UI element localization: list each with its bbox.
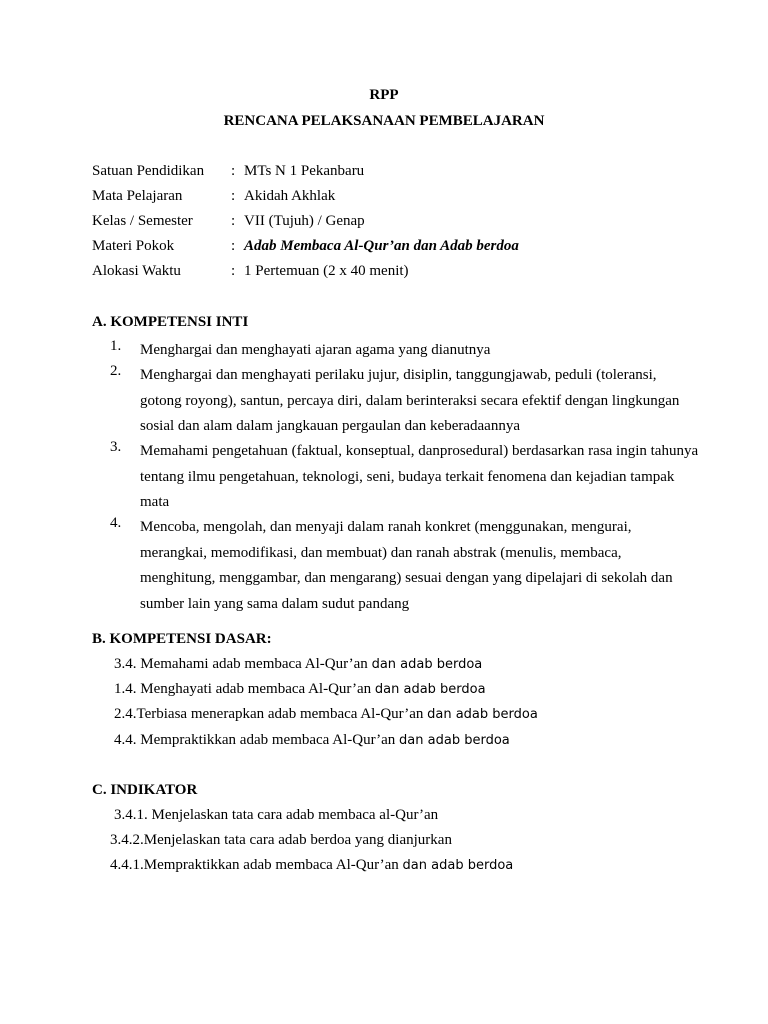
identity-separator: : — [231, 188, 236, 204]
list-text: Menghargai dan menghayati perilaku jujur, disiplin, tanggungjawab, peduli (toleransi, gotong royong), santun, percaya diri, dalam berinteraksi secara efektif dengan lingkungan sosial dan alam dalam jangkauan pergaulan dan keberadaannya — [140, 367, 680, 434]
list-text: Mencoba, mengolah, dan menyaji dalam ranah konkret (menggunakan, mengurai, merangkai, memodifikasi, dan membuat) dan ranah abstrak (menulis, membaca, menghitung, menggambar, dan mengarang) sesuai dengan yang dipelajari di sekolah dan sumber lain yang sama dalam sudut pandang — [140, 519, 673, 612]
list-item — [110, 857, 513, 874]
identity-label: Satuan Pendidikan — [92, 163, 205, 179]
identity-label: Materi Pokok — [92, 238, 175, 254]
list-number: 1. — [110, 338, 122, 354]
identity-value: Akidah Akhlak — [244, 188, 336, 204]
identity-value: MTs N 1 Pekanbaru — [244, 163, 365, 179]
list-text: 3.4. Memahami adab membaca Al-Qur’an — [114, 656, 372, 672]
identity-separator: : — [231, 163, 236, 179]
list-text: Memahami pengetahuan (faktual, konseptual, danprosedural) berdasarkan rasa ingin tahunya tentang ilmu pengetahuan, teknologi, seni, budaya terkait fenomena dan kejadian tampak mata — [140, 443, 699, 510]
list-text-tail: dan adab berdoa — [374, 682, 486, 697]
identity-separator: : — [231, 213, 236, 229]
list-item — [114, 681, 486, 698]
list-item — [114, 732, 510, 749]
list-text-tail: dan adab berdoa — [399, 733, 510, 748]
doc-subtitle: RENCANA PELAKSANAAN PEMBELAJARAN — [223, 113, 545, 129]
section-heading-kompetensi-inti: A. KOMPETENSI INTI — [92, 314, 249, 330]
list-number: 2. — [110, 363, 122, 379]
list-text: 3.4.1. Menjelaskan tata cara adab membaca al-Qur’an — [114, 807, 439, 823]
identity-value: 1 Pertemuan (2 x 40 menit) — [244, 263, 409, 279]
section-heading-kompetensi-dasar: B. KOMPETENSI DASAR: — [92, 631, 272, 647]
list-text: 2.4.Terbiasa menerapkan adab membaca Al-Qur’an — [114, 706, 428, 722]
list-item — [114, 706, 538, 723]
identity-separator: : — [231, 238, 236, 254]
identity-separator: : — [231, 263, 236, 279]
list-item — [110, 832, 452, 849]
list-number: 3. — [110, 439, 122, 455]
identity-label: Mata Pelajaran — [92, 188, 183, 204]
list-text-tail: dan adab berdoa — [402, 858, 514, 873]
list-text-tail: dan adab berdoa — [371, 657, 483, 672]
identity-value: VII (Tujuh) / Genap — [244, 213, 365, 229]
list-text: Menghargai dan menghayati ajaran agama yang dianutnya — [140, 342, 491, 358]
list-number: 4. — [110, 515, 122, 531]
list-text: 3.4.2.Menjelaskan tata cara adab berdoa yang dianjurkan — [110, 832, 452, 848]
list-text-tail: dan adab berdoa — [427, 707, 538, 722]
list-item — [114, 807, 438, 824]
list-item — [114, 656, 482, 673]
identity-value: Adab Membaca Al-Qur’an dan Adab berdoa — [244, 238, 519, 254]
list-text: 1.4. Menghayati adab membaca Al-Qur’an — [114, 681, 375, 697]
doc-title: RPP — [369, 87, 399, 103]
identity-label: Alokasi Waktu — [92, 263, 181, 279]
identity-label: Kelas / Semester — [92, 213, 193, 229]
list-text: 4.4.1.Mempraktikkan adab membaca Al-Qur’an — [110, 857, 403, 873]
list-text: 4.4. Mempraktikkan adab membaca Al-Qur’an — [114, 732, 400, 748]
section-heading-indikator: C. INDIKATOR — [92, 782, 198, 798]
